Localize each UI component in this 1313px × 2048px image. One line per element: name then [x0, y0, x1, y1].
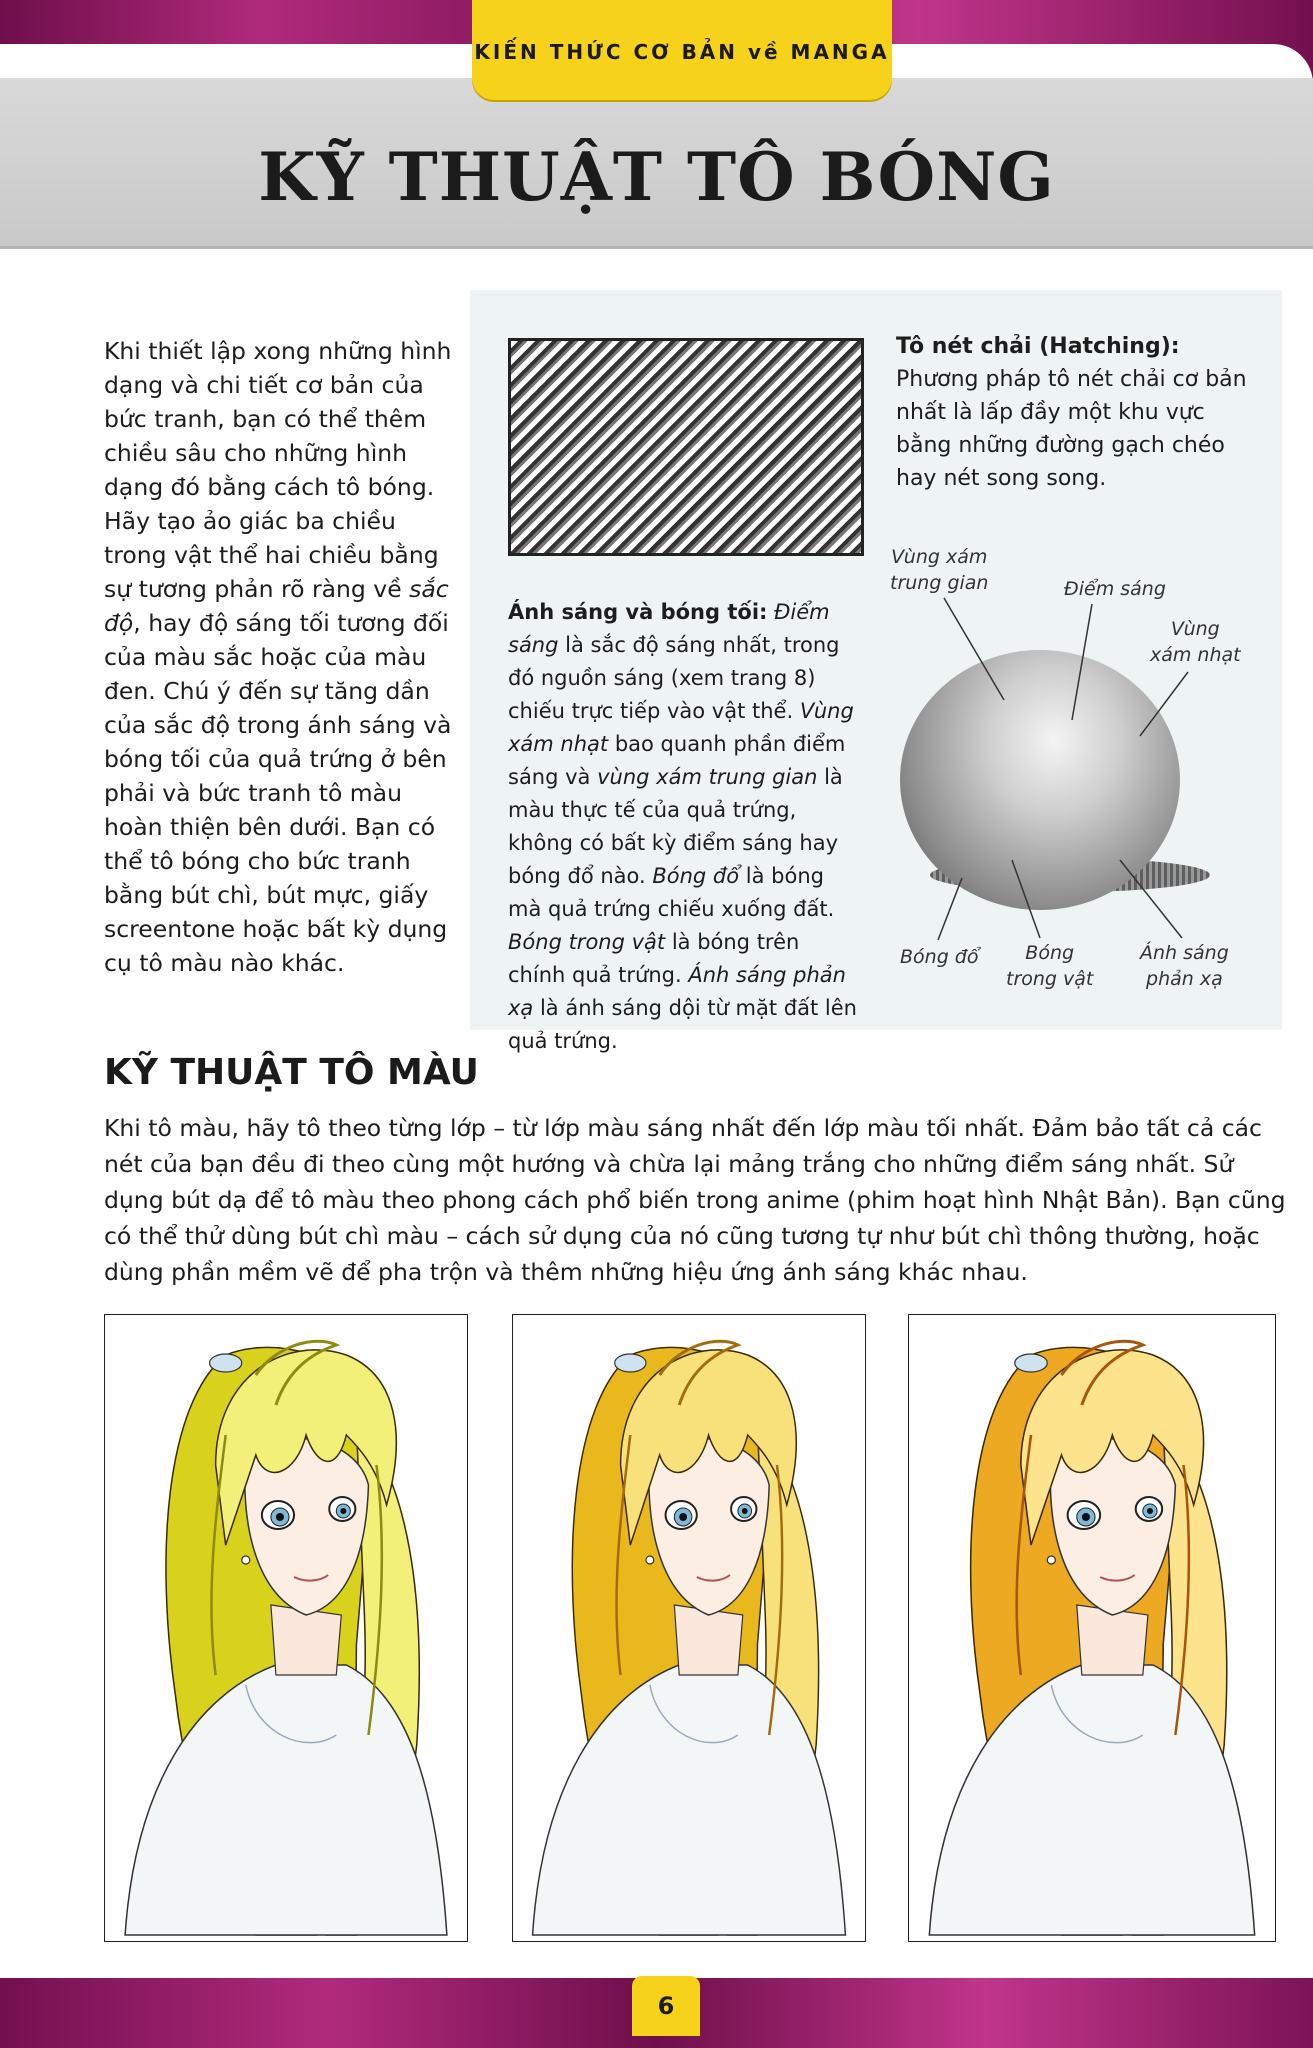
hatching-term: Tô nét chải (Hatching):	[896, 334, 1180, 359]
girl-group	[125, 1341, 447, 1935]
label-mid-gray-line1: Vùng xám	[891, 546, 988, 568]
em-light-gray: Vùng xám nhạt	[508, 699, 854, 756]
light-shadow-text-3: là màu thực tế của quả trứng, không có bất kỳ điểm sáng hay bóng đổ nào.	[508, 765, 843, 888]
girl-group	[929, 1341, 1254, 1935]
left-pupil	[276, 1513, 284, 1521]
hatching-text: Phương pháp tô nét chải cơ bản nhất là lấp đầy một khu vực bằng những đường gạch chéo hay nét song song.	[896, 367, 1247, 491]
label-highlight: Điểm sáng	[1064, 578, 1166, 600]
illustration-girl-3	[909, 1315, 1275, 1941]
illustration-frame-1	[104, 1314, 468, 1942]
coloring-paragraph: Khi tô màu, hãy tô theo từng lớp – từ lớp màu sáng nhất đến lớp màu tối nhất. Đảm bảo tất cả các nét của bạn đều đi theo cùng một hướng và chừa lại mảng trắng cho những điểm sáng nhất. Sử dụng bút dạ để tô màu theo phong cách phổ biến trong anime (phim hoạt hình Nhật Bản). Bạn cũng có thể thử dùng bút chì màu – cách sử dụng của nó cũng tương tự như bút chì thông thường, hoặc dùng phần mềm vẽ để pha trộn và thêm những hiệu ứng ánh sáng khác nhau.	[104, 1114, 1286, 1286]
leader-light-gray	[1140, 672, 1188, 736]
girl-group	[533, 1341, 846, 1935]
earring	[646, 1556, 654, 1564]
illustration-frame-3	[908, 1314, 1276, 1942]
label-light-gray-line1: Vùng	[1170, 618, 1220, 640]
right-pupil	[340, 1508, 346, 1514]
illustration-girl-1	[105, 1315, 467, 1941]
right-pupil	[742, 1508, 748, 1514]
em-highlight: Điểm sáng	[508, 600, 830, 657]
hair-tie	[1015, 1354, 1048, 1372]
label-mid-gray-line2: trung gian	[890, 572, 989, 594]
running-title: KIẾN THỨC CƠ BẢN về MANGA	[474, 40, 890, 64]
illustration-frame-2	[512, 1314, 866, 1942]
leader-cast-shadow	[938, 878, 962, 940]
light-shadow-term: Ánh sáng và bóng tối:	[508, 600, 768, 624]
light-shadow-text-2: bao quanh phần điểm sáng và	[508, 732, 846, 789]
intro-em-term: sắc độ	[104, 575, 449, 637]
left-pupil	[679, 1513, 687, 1521]
light-shadow-text-1: là sắc độ sáng nhất, trong đó nguồn sáng (xem trang 8) chiếu trực tiếp vào vật thể.	[508, 633, 840, 723]
leader-reflected-light	[1120, 860, 1182, 938]
coloring-heading: KỸ THUẬT TÔ MÀU	[104, 1052, 479, 1093]
label-reflected-line1: Ánh sáng	[1140, 942, 1229, 964]
light-shadow-text-5: là bóng trên chính quả trứng.	[508, 930, 800, 987]
illustration-girl-2	[513, 1315, 865, 1941]
label-form-shadow-line2: trong vật	[1006, 968, 1094, 990]
intro-text-2: , hay độ sáng tối tương đối của màu sắc hoặc của màu đen. Chú ý đến sự tăng dần của sắc độ trong ánh sáng và bóng tối của quả trứng ở bên phải và bức tranh tô màu hoàn thiện bên dưới. Bạn có thể tô bóng cho bức tranh bằng bút chì, bút mực, giấy screentone hoặc bất kỳ dụng cụ tô màu nào khác.	[104, 609, 452, 977]
em-cast-shadow: Bóng đổ	[645, 864, 740, 888]
earring	[1047, 1556, 1055, 1564]
em-mid-gray: vùng xám trung gian	[590, 765, 818, 789]
page-number: 6	[632, 1976, 700, 2036]
earring	[242, 1556, 250, 1564]
hair-tie	[210, 1354, 242, 1372]
leader-mid-gray	[944, 598, 1004, 700]
intro-text-1: Khi thiết lập xong những hình dạng và chi tiết cơ bản của bức tranh, bạn có thể thêm chiều sâu cho những hình dạng đó bằng cách tô bóng. Hãy tạo ảo giác ba chiều trong vật thể hai chiều bằng sự tương phản rõ ràng về	[104, 337, 452, 603]
label-form-shadow-line1: Bóng	[1025, 942, 1075, 964]
light-shadow-text-6: là ánh sáng dội từ mặt đất lên quả trứng.	[508, 996, 857, 1053]
leader-form-shadow	[1012, 860, 1040, 938]
leader-highlight	[1072, 604, 1092, 720]
left-pupil	[1082, 1513, 1090, 1521]
em-form-shadow: Bóng trong vật	[508, 930, 666, 954]
label-light-gray-line2: xám nhạt	[1150, 644, 1241, 666]
em-reflected-light: Ánh sáng phản xạ	[508, 963, 846, 1020]
label-reflected-line2: phản xạ	[1146, 968, 1223, 990]
hair-tie	[615, 1354, 646, 1372]
label-cast-shadow: Bóng đổ	[900, 946, 979, 968]
light-shadow-text-4: là bóng mà quả trứng chiếu xuống đất.	[508, 864, 835, 921]
page-title: KỸ THUẬT TÔ BÓNG	[258, 138, 1055, 216]
right-pupil	[1147, 1508, 1153, 1514]
